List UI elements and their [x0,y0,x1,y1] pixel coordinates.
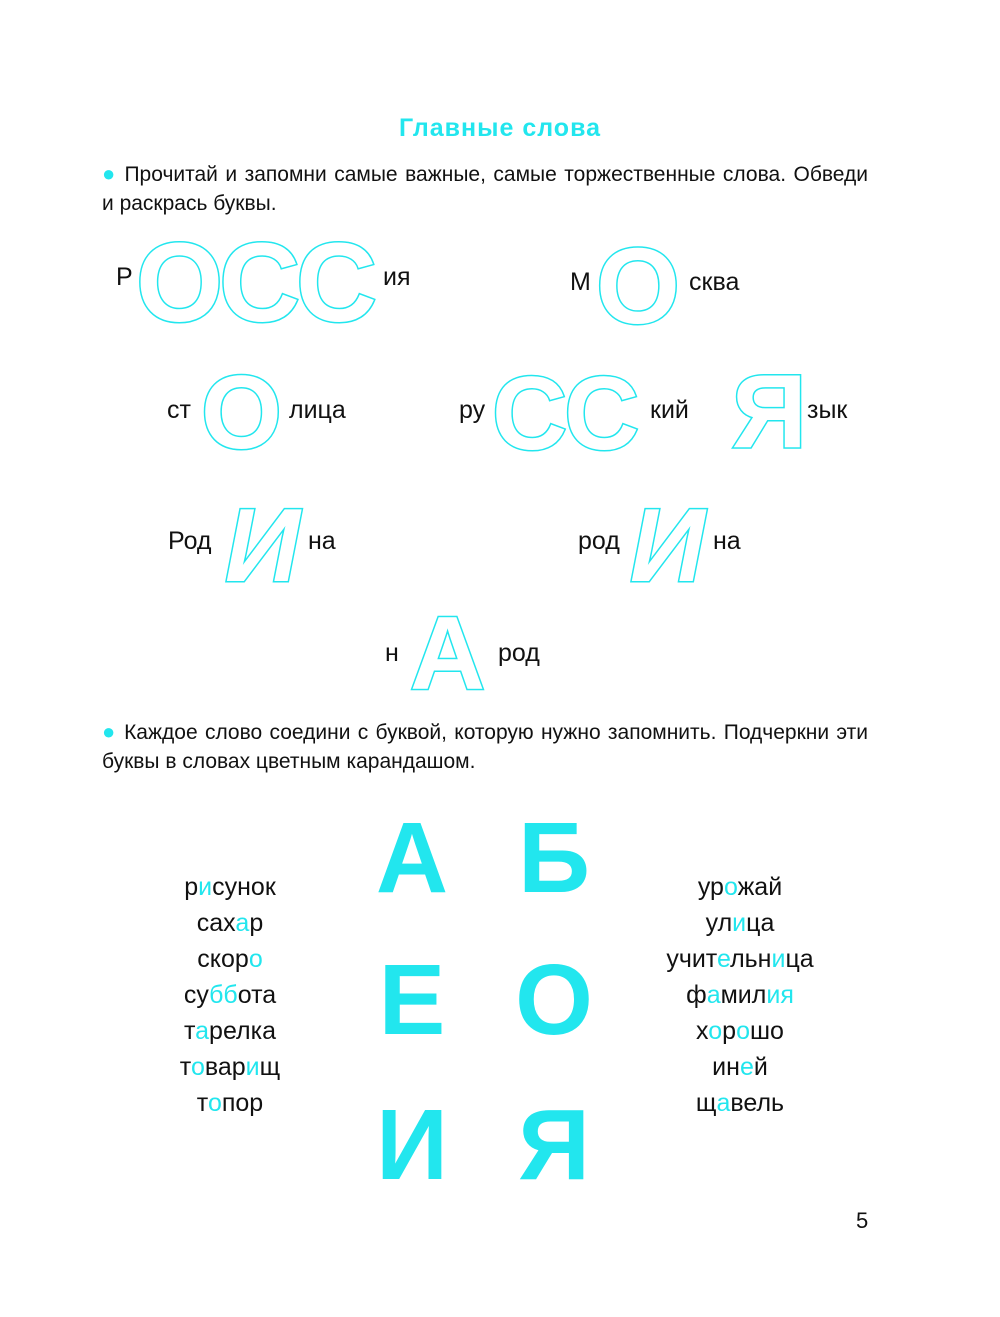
word-moskva-outline-letter[interactable]: О [596,225,681,346]
word-rodina-before: Род [168,527,212,555]
word-part: ца [785,945,814,973]
word-part: щ [259,1053,281,1081]
word-rossiya-before: Р [116,263,133,291]
highlighted-letters: о [736,1017,750,1045]
word-part: й [753,1053,768,1081]
word-part: вар [204,1053,246,1081]
bullet-icon: ● [102,161,117,186]
word-item[interactable] [630,977,850,1013]
word-rodina-2-outline-letter[interactable]: И [630,488,705,604]
word-part: вель [730,1089,785,1117]
word-narod-outline-letter[interactable]: А [410,596,486,712]
word-russkiy-outline-letters[interactable]: СС [492,356,637,472]
word-russkiy-after: кий [650,396,689,424]
word-item[interactable] [130,941,330,977]
word-item[interactable] [630,1049,850,1085]
word-part: р [249,909,264,937]
word-item[interactable] [630,941,850,977]
word-part: скор [197,945,249,973]
word-part: х [696,1017,709,1045]
word-item[interactable] [130,1085,330,1121]
word-rodina-outline-letter[interactable]: И [225,488,300,604]
word-part: шо [749,1017,784,1045]
word-rossiya-outline-letters[interactable]: ОСС [136,220,373,345]
highlighted-letters: а [706,981,721,1009]
word-part: ин [712,1053,740,1081]
word-rodina-2-after: на [713,527,741,555]
word-stolitsa-outline-letter[interactable]: О [201,355,282,471]
highlighted-letters: о [248,945,263,973]
left-word-list [130,869,330,1121]
word-part: льн [730,945,772,973]
word-part: ф [686,981,707,1009]
letter-ya[interactable]: Я [518,1089,590,1201]
word-part: релка [209,1017,277,1045]
word-rodina-2-before: род [578,527,620,555]
word-stolitsa-after: лица [289,396,346,424]
word-part: мил [720,981,767,1009]
letter-a[interactable]: А [375,802,449,914]
task-1-instruction [102,159,868,218]
word-part: ца [746,909,775,937]
highlighted-letters: и [198,873,213,901]
word-item[interactable] [130,869,330,905]
word-yazyk-after: зык [807,396,848,424]
highlighted-letters: о [708,1017,723,1045]
word-part: т [179,1053,191,1081]
word-part: ота [237,981,277,1009]
word-item[interactable] [630,1013,850,1049]
word-item[interactable] [630,905,850,941]
word-item[interactable] [130,977,330,1013]
word-part: су [183,981,210,1009]
highlighted-letters: о [207,1089,222,1117]
highlighted-letters: и [245,1053,260,1081]
highlighted-letters: и [732,909,747,937]
word-moskva-after: сква [689,268,740,296]
letter-i[interactable]: И [376,1089,448,1201]
word-item[interactable] [130,1013,330,1049]
highlighted-letters: а [195,1017,210,1045]
highlighted-letters: ия [766,981,794,1009]
page-number: 5 [856,1208,869,1233]
highlighted-letters: и [771,945,786,973]
bullet-icon: ● [102,719,117,744]
task-1-text: Прочитай и запомни самые важные, самые торжественные слова. Обведи и раскрась буквы. [102,163,869,215]
word-item[interactable] [130,905,330,941]
word-part: т [196,1089,208,1117]
word-narod-after: род [498,639,540,667]
word-item[interactable] [630,869,850,905]
word-item[interactable] [630,1085,850,1121]
highlighted-letters: е [739,1053,754,1081]
word-narod-before: н [385,639,399,667]
word-rossiya-after: ия [383,263,411,291]
word-part: щ [695,1089,717,1117]
page-title: Главные слова [398,114,602,142]
word-part: жай [737,873,783,901]
word-rodina-after: на [308,527,336,555]
letter-o[interactable]: О [515,944,593,1056]
word-part: сунок [212,873,276,901]
word-stolitsa-before: ст [167,396,191,424]
word-part: т [183,1017,196,1045]
right-word-list [630,869,850,1121]
word-part: ур [697,873,724,901]
highlighted-letters: о [723,873,738,901]
highlighted-letters: е [716,945,731,973]
word-part: учит [666,945,717,973]
word-yazyk-outline-letter[interactable]: Я [732,354,807,470]
word-part: пор [221,1089,264,1117]
highlighted-letters: а [716,1089,731,1117]
word-part: р [184,873,199,901]
highlighted-letters: о [190,1053,205,1081]
word-part: ул [705,909,733,937]
word-moskva-before: М [570,268,591,296]
word-part: р [722,1017,737,1045]
letter-b[interactable]: Б [518,802,590,914]
word-part: сах [196,909,236,937]
word-item[interactable] [130,1049,330,1085]
task-2-text: Каждое слово соедини с буквой, которую нужно запомнить. Подчеркни эти буквы в словах цветным карандашом. [102,721,869,773]
highlighted-letters: а [235,909,250,937]
word-russkiy-before: ру [459,396,486,424]
highlighted-letters: бб [209,981,238,1009]
task-2-instruction [102,717,868,776]
letter-e[interactable]: Е [378,944,446,1056]
